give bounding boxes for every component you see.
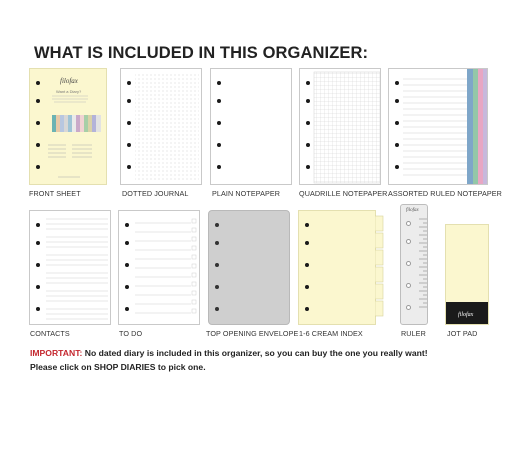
front-sheet-graphic [30,69,107,185]
front-sheet-label: FRONT SHEET [29,189,81,198]
cream-index-page [298,210,376,325]
to-do-label: TO DO [119,329,143,338]
envelope-label: TOP OPENING ENVELOPE [206,329,299,338]
dotted-journal-item [120,68,202,198]
ruler-page [400,204,428,325]
ruler-brand-logo: filofax [406,208,419,213]
contacts-lines [30,211,111,325]
front-sheet-item [29,68,107,198]
dotted-journal-page [120,68,202,185]
quadrille-notepaper-page [299,68,381,185]
notice-line-2: Please click on SHOP DIARIES to pick one. [30,362,206,372]
important-label: IMPORTANT: [30,348,83,358]
contacts-page [29,210,111,325]
plain-notepaper-item [210,68,292,198]
jot-pad-label: JOT PAD [447,329,478,338]
jot-pad-page [445,224,489,325]
front-sheet-page [29,68,107,185]
quadrille-notepaper-label: QUADRILLE NOTEPAPER [299,189,388,198]
dot-grid [121,69,202,185]
assorted-ruled-item [388,68,502,198]
front-sheet-text: Want a Diary? [56,89,82,94]
notice-text-1: No dated diary is included in this organizer, so you can buy the one you really want! [82,348,428,358]
to-do-page [118,210,200,325]
jot-pad-item [445,224,491,340]
jot-pad-brand-logo: filofax [458,312,474,318]
assorted-ruled-label: ASSORTED RULED NOTEPAPER [388,189,502,198]
index-tabs [375,210,387,325]
square-grid [300,69,381,185]
plain-notepaper-page [210,68,292,185]
assorted-ruled-page [388,68,488,185]
brand-logo: filofax [60,77,78,85]
page-title: WHAT IS INCLUDED IN THIS ORGANIZER: [34,44,369,62]
dotted-journal-label: DOTTED JOURNAL [122,189,189,198]
cream-index-label: 1-6 CREAM INDEX [299,329,363,338]
ruler-item [396,204,436,340]
ruler-label: RULER [401,329,426,338]
notice-line-1 [30,348,428,358]
contacts-label: CONTACTS [30,329,70,338]
quadrille-notepaper-item [299,68,388,198]
envelope-page [208,210,290,325]
to-do-item [118,210,202,340]
plain-notepaper-label: PLAIN NOTEPAPER [212,189,281,198]
envelope-item [206,210,298,340]
to-do-lines [119,211,200,325]
contacts-item [29,210,113,340]
cream-index-item [298,210,388,340]
ruled-lines [389,69,488,185]
